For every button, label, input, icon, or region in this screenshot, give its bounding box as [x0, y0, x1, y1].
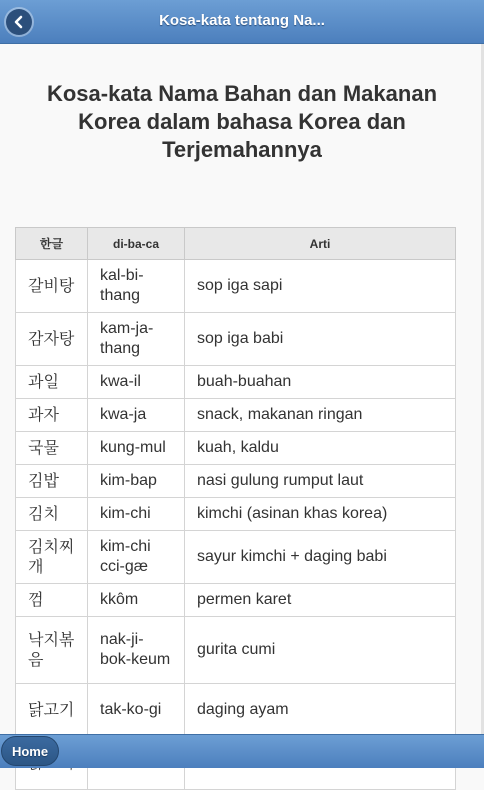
reading-cell: nak-ji-bok-keum — [88, 617, 185, 684]
meaning-cell: daging ayam — [185, 684, 456, 737]
reading-cell: kkôm — [88, 584, 185, 617]
table-row — [16, 399, 456, 432]
meaning-cell: sop iga babi — [185, 313, 456, 366]
column-header-reading: di-ba-ca — [88, 228, 185, 260]
page-title: Kosa-kata Nama Bahan dan Makanan Korea dalam bahasa Korea dan Terjemahannya — [46, 81, 438, 162]
hangul-cell: 과일 — [16, 366, 88, 399]
meaning-cell: sayur kimchi + daging babi — [185, 531, 456, 584]
reading-cell: kwa-ja — [88, 399, 185, 432]
hangul-cell: 닭고기 — [16, 684, 88, 737]
table-row — [16, 617, 456, 684]
reading-cell: tak-ko-gi — [88, 684, 185, 737]
meaning-cell: snack, makanan ringan — [185, 399, 456, 432]
hangul-cell: 갈비탕 — [16, 260, 88, 313]
hangul-cell: 김치 — [16, 498, 88, 531]
column-header-meaning: Arti — [185, 228, 456, 260]
table-row — [16, 366, 456, 399]
hangul-cell: 김치찌개 — [16, 531, 88, 584]
header-bar — [0, 0, 484, 44]
meaning-cell: buah-buahan — [185, 366, 456, 399]
hangul-cell: 김밥 — [16, 465, 88, 498]
meaning-cell: kuah, kaldu — [185, 432, 456, 465]
hangul-cell: 껌 — [16, 584, 88, 617]
meaning-cell: permen karet — [185, 584, 456, 617]
back-button[interactable] — [6, 9, 32, 35]
table-row — [16, 584, 456, 617]
table-row — [16, 313, 456, 366]
reading-cell: kim-bap — [88, 465, 185, 498]
header-title: Kosa-kata tentang Na... — [159, 12, 325, 29]
reading-cell: kung-mul — [88, 432, 185, 465]
column-header-hangul: 한글 — [16, 228, 88, 260]
table-row — [16, 498, 456, 531]
vocabulary-table — [15, 227, 456, 790]
table-header-row — [16, 228, 456, 260]
table-row — [16, 684, 456, 737]
reading-cell: kim-chi — [88, 498, 185, 531]
table-row — [16, 260, 456, 313]
meaning-cell: sop iga sapi — [185, 260, 456, 313]
hangul-cell: 낙지볶음 — [16, 617, 88, 684]
hangul-cell: 과자 — [16, 399, 88, 432]
table-row — [16, 432, 456, 465]
reading-cell: kal-bi-thang — [88, 260, 185, 313]
meaning-cell: gurita cumi — [185, 617, 456, 684]
home-button[interactable]: Home — [1, 736, 59, 766]
footer-bar — [0, 734, 484, 768]
reading-cell: kam-ja-thang — [88, 313, 185, 366]
table-row — [16, 531, 456, 584]
hangul-cell: 감자탕 — [16, 313, 88, 366]
chevron-left-icon — [12, 15, 26, 29]
meaning-cell: nasi gulung rumput laut — [185, 465, 456, 498]
hangul-cell: 국물 — [16, 432, 88, 465]
reading-cell: kim-chi cci-gæ — [88, 531, 185, 584]
table-row — [16, 465, 456, 498]
meaning-cell: kimchi (asinan khas korea) — [185, 498, 456, 531]
reading-cell: kwa-il — [88, 366, 185, 399]
content-area[interactable] — [0, 44, 484, 734]
